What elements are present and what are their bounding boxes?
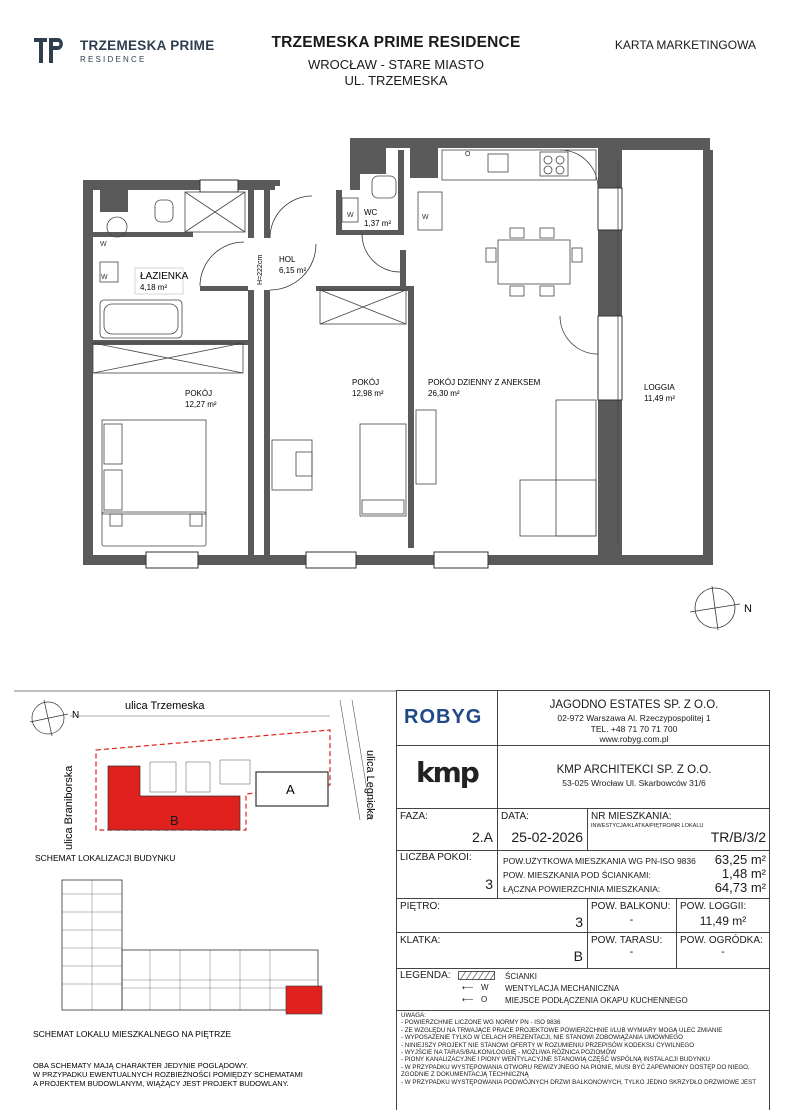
legend-item-okap: MIEJSCE PODŁĄCZENIA OKAPU KUCHENNEGO: [505, 996, 688, 1005]
room-name-lazienka: ŁAZIENKA: [140, 271, 189, 282]
svg-text:O: O: [465, 151, 471, 158]
site-plan-caption: SCHEMAT LOKALIZACJI BUDYNKU: [35, 853, 176, 863]
legend-symbol-o: O: [481, 995, 488, 1004]
room-name-hol: HOL: [279, 255, 296, 264]
svg-text:W: W: [347, 212, 354, 219]
page-subtitle-street: UL. TRZEMESKA: [344, 73, 448, 88]
disclaimer-line-1: OBA SCHEMATY MAJĄ CHARAKTER JEDYNIE POGLĄDOWY.: [33, 1061, 249, 1070]
room-labels: [135, 208, 675, 409]
page-title: TRZEMESKA PRIME RESIDENCE: [271, 34, 521, 51]
room-name-pokoj-dzienny: POKÓJ DZIENNY Z ANEKSEM: [428, 378, 541, 387]
architect-address: 53-025 Wrocław Ul. Skarbowców 31/6: [562, 778, 706, 788]
room-area-loggia: 11,49 m²: [644, 394, 675, 403]
architect-name: KMP ARCHITEKCI SP. Z O.O.: [556, 764, 712, 776]
klatka-value: B: [573, 948, 583, 964]
hatch-wall-icon: [458, 971, 498, 981]
legend-item-wentylacja: WENTYLACJA MECHANICZNA: [505, 984, 620, 993]
pietro-label: PIĘTRO:: [400, 901, 441, 912]
psk-label: POW. MIESZKANIA POD ŚCIANKAMI:: [503, 870, 651, 880]
room-area-pokoj-dzienny: 26,30 m²: [428, 389, 460, 398]
developer-web: www.robyg.com.pl: [599, 734, 669, 744]
brand-name: TRZEMESKA PRIME: [80, 38, 215, 53]
notes-block: [401, 1012, 766, 1086]
developer-address: 02-972 Warszawa Al. Rzeczypospolitej 1: [557, 713, 711, 723]
pokoje-value: 3: [485, 876, 493, 892]
legend-arrow-o-icon: ⟵: [462, 995, 474, 1004]
note-line: - W PRZYPADKU WYSTĘPOWANIA PODWÓJNYCH DRZWI BALKONOWYCH, TYLKO JEDNO SKRZYDŁO DRZWIOWE JEST: [401, 1078, 757, 1086]
pokoje-label: LICZBA POKOI:: [400, 852, 472, 863]
balkon-label: POW. BALKONU:: [591, 901, 671, 912]
taras-value: -: [629, 946, 634, 958]
developer-name: JAGODNO ESTATES SP. Z O.O.: [549, 699, 719, 711]
faza-value: 2.A: [471, 829, 493, 845]
legend-arrow-w-icon: ⟵: [462, 983, 474, 992]
data-label: DATA:: [501, 811, 529, 822]
building-a-label: A: [286, 782, 295, 797]
building-a: [256, 772, 328, 806]
legend-item-scianki: ŚCIANKI: [505, 972, 538, 981]
street-braniborska: ulica Braniborska: [63, 765, 75, 850]
ogrodek-value: -: [721, 946, 725, 958]
floor-schema-caption: SCHEMAT LOKALU MIESZKALNEGO NA PIĘTRZE: [33, 1029, 232, 1039]
pietro-value: 3: [575, 914, 583, 930]
site-compass-icon: [30, 700, 79, 736]
developer-phone: TEL. +48 71 70 71 700: [590, 724, 678, 734]
disclaimer-line-2: W PRZYPADKU EWENTUALNYCH ROZBIEŻNOŚCI POMIĘDZY SCHEMATAMI: [33, 1070, 303, 1079]
ogrodek-label: POW. OGRÓDKA:: [680, 935, 763, 946]
balkon-value: -: [629, 914, 634, 926]
robyg-logo: ROBYG: [404, 706, 483, 728]
klatka-label: KLATKA:: [400, 935, 441, 946]
psk-value: 1,48 m²: [721, 866, 766, 881]
note-line: - W PRZYPADKU WYSTĘPOWANIA OTWORU REWIZYJNEGO NA PIONIE, MUSI BYĆ ZAPEWNIONY DOSTĘP DO NIEGO,: [401, 1063, 750, 1071]
room-name-pokoj-2: POKÓJ: [352, 378, 380, 387]
room-name-wc: WC: [364, 208, 378, 217]
site-plan: [0, 690, 396, 890]
room-area-wc: 1,37 m²: [364, 219, 392, 228]
apartment-highlight: [286, 986, 322, 1014]
document-type: KARTA MARKETINGOWA: [614, 38, 756, 52]
street-trzemeska: ulica Trzemeska: [125, 700, 205, 712]
pu-value: 63,25 m²: [714, 852, 766, 867]
brand-sub: RESIDENCE: [80, 55, 147, 64]
note-line: UWAGA:: [401, 1012, 426, 1019]
note-line: ZGODNIE Z DOKUMENTACJĄ TECHNICZNĄ: [401, 1071, 529, 1079]
building-b-label: B: [170, 813, 179, 828]
data-value: 25-02-2026: [511, 829, 583, 845]
nr-value: TR/B/3/2: [710, 829, 766, 845]
room-name-loggia: LOGGIA: [644, 383, 675, 392]
disclaimer-line-3: A PROJEKTEM BUDOWLANYM, WIĄŻĄCY JEST PROJEKT BUDOWLANY.: [33, 1079, 289, 1088]
compass-icon: [690, 586, 752, 630]
note-line: - POWIERZCHNIE LICZONE WG NORMY PN - ISO 9836: [401, 1019, 561, 1027]
pl-value: 64,73 m²: [714, 880, 766, 895]
faza-label: FAZA:: [400, 811, 428, 822]
note-line: - WYJŚCIE NA TARAS/BALKON/LOGGIĘ - MOŻLIWA RÓŻNICA POZIOMÓW: [401, 1049, 617, 1057]
legend-symbol-w: W: [481, 983, 489, 992]
loggia-value: 11,49 m²: [699, 914, 747, 928]
taras-label: POW. TARASU:: [591, 935, 663, 946]
svg-text:W: W: [101, 274, 108, 281]
note-line: - WYPOSAŻENIE TYLKO W CELACH PREZENTACJI, NIE STANOWI ZOBOWIĄZANIA UMOWNEGO: [401, 1034, 683, 1042]
nr-sub: INWESTYCJA/KLATKA/PIĘTRO/NR LOKALU: [591, 823, 704, 829]
svg-text:W: W: [100, 241, 107, 248]
note-line: - ZE WZGLĘDU NA TRWAJĄCE PRACE PROJEKTOWE POWIERZCHNIE I/LUB WYMIARY MOGĄ ULEC ZMIANIE: [401, 1026, 723, 1034]
floor-schema: [0, 870, 396, 1119]
pl-label: ŁĄCZNA POWIERZCHNIA MIESZKANIA:: [503, 884, 661, 894]
kmp-logo: kmp: [416, 756, 478, 789]
nr-label: NR MIESZKANIA:: [591, 811, 672, 822]
room-area-pokoj-1: 12,27 m²: [185, 400, 217, 409]
plan-height-label: H=222cm: [257, 254, 264, 285]
room-name-pokoj-1: POKÓJ: [185, 389, 213, 398]
svg-text:N: N: [72, 710, 80, 721]
svg-text:W: W: [422, 214, 429, 221]
compass-n-label: N: [744, 603, 752, 615]
room-area-pokoj-2: 12,98 m²: [352, 389, 384, 398]
note-line: - NINIEJSZY PROJEKT NIE STANOWI OFERTY W ROZUMIENIU PRZEPISÓW KODEKSU CYWILNEGO: [401, 1041, 695, 1049]
loggia-label: POW. LOGGII:: [680, 901, 747, 912]
street-legnicka: ulica Legnicka: [364, 750, 376, 820]
pu-label: POW.UŻYTKOWA MIESZKANIA WG PN-ISO 9836: [503, 856, 696, 866]
page-subtitle-city: WROCŁAW - STARE MIASTO: [308, 57, 484, 72]
legend-title: LEGENDA:: [400, 970, 451, 981]
note-line: - PIONY KANALIZACYJNE I PIONY WENTYLACYJNE STANOWIĄ CZĘŚĆ WSPÓLNĄ INSTALACJI BUDYNKU: [401, 1056, 710, 1064]
room-area-hol: 6,15 m²: [279, 266, 307, 275]
room-area-lazienka: 4,18 m²: [140, 283, 168, 292]
